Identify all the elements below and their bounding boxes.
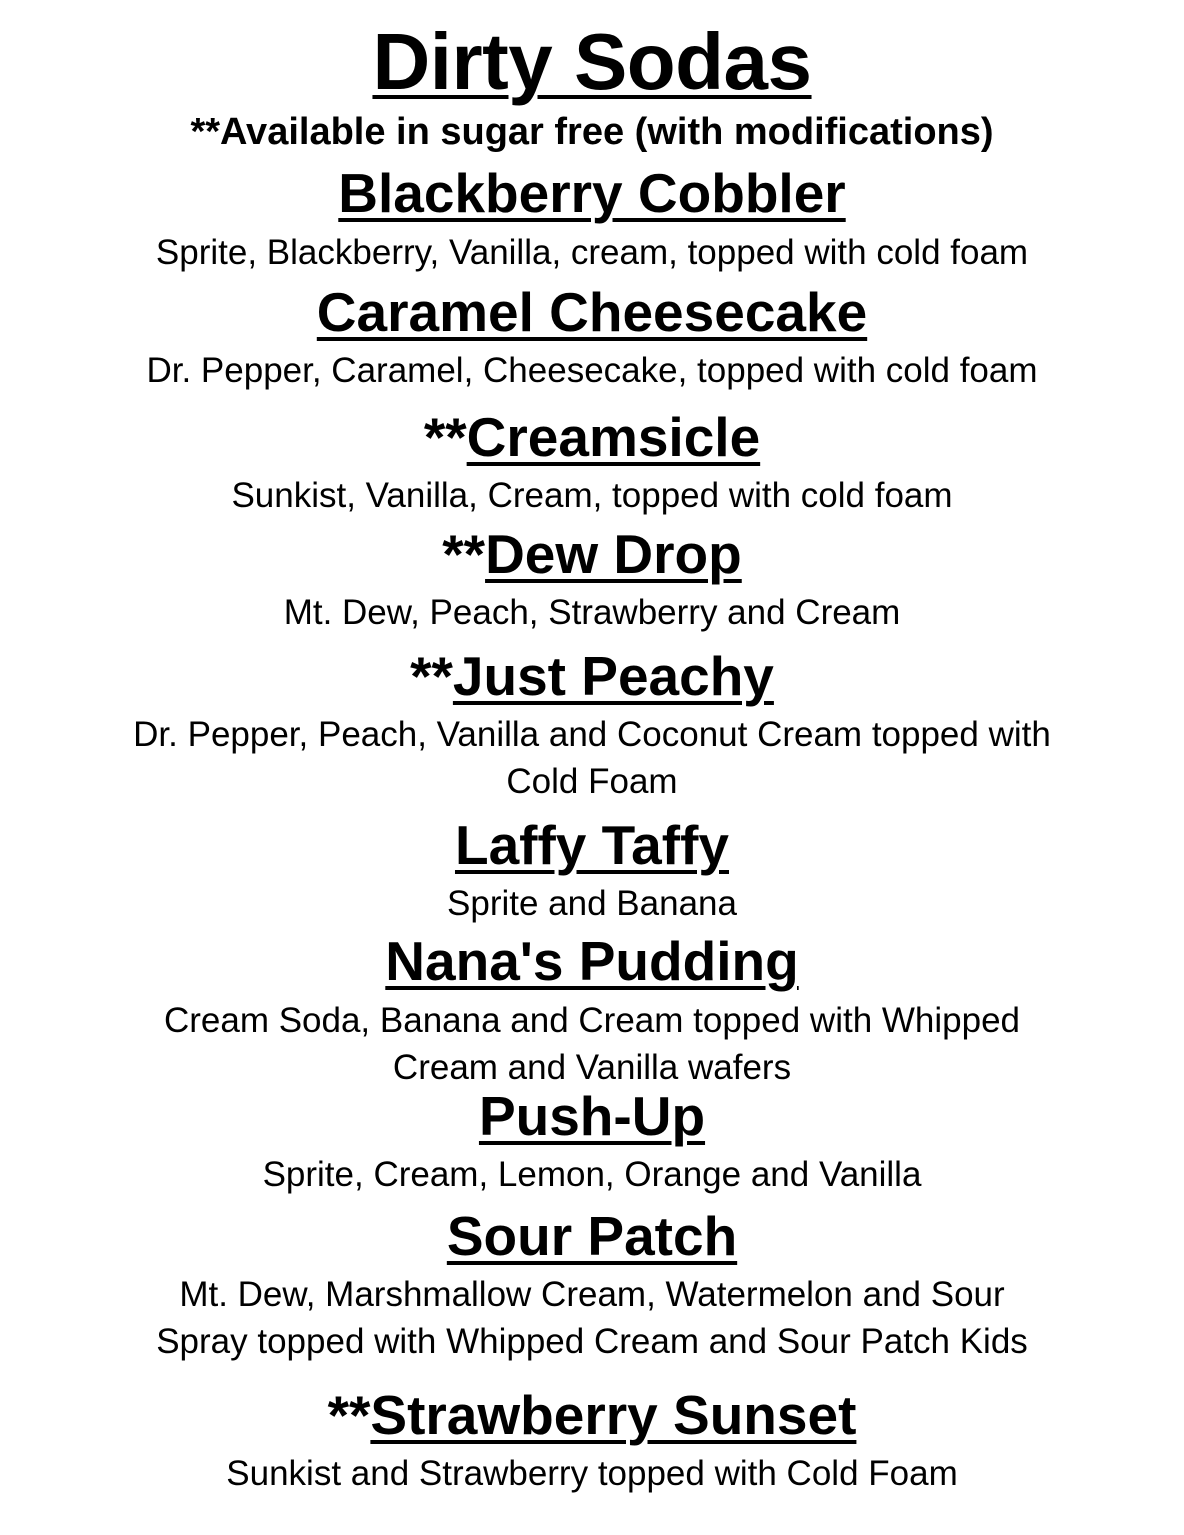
menu-item-description: Spray topped with Whipped Cream and Sour Patch Kids [156, 1322, 1028, 1361]
menu-item-description: Sprite and Banana [447, 884, 737, 923]
menu-item-description: Dr. Pepper, Caramel, Cheesecake, topped with cold foam [146, 351, 1038, 390]
menu-item-description: Sprite, Cream, Lemon, Orange and Vanilla [262, 1155, 922, 1194]
menu-item-name: Caramel Cheesecake [316, 281, 868, 343]
menu-item-description: Sunkist, Vanilla, Cream, topped with cold foam [231, 476, 953, 515]
menu-title: Dirty Sodas [372, 17, 812, 106]
menu-item-name: Sour Patch [446, 1205, 738, 1267]
menu-item-description: Cold Foam [506, 762, 678, 801]
menu-item-name: **Creamsicle [423, 406, 761, 468]
menu-item-description: Cream Soda, Banana and Cream topped with Whipped [163, 1001, 1021, 1040]
menu-item-description: Sprite, Blackberry, Vanilla, cream, topped with cold foam [155, 233, 1029, 272]
menu-item-description: Cream and Vanilla wafers [392, 1048, 792, 1087]
menu-item-name: Push-Up [478, 1085, 706, 1147]
menu-item-description: Dr. Pepper, Peach, Vanilla and Coconut Cream topped with [133, 715, 1051, 754]
menu-item-name: Nana's Pudding [385, 930, 799, 992]
menu-item-name: **Just Peachy [410, 645, 774, 707]
menu-item-name: Blackberry Cobbler [338, 162, 846, 224]
menu-item-name: **Strawberry Sunset [327, 1384, 857, 1446]
menu-item-name: Laffy Taffy [454, 814, 729, 876]
menu-item-name: **Dew Drop [442, 523, 742, 585]
menu-item-description: Mt. Dew, Marshmallow Cream, Watermelon and Sour [179, 1275, 1005, 1314]
menu-item-description: Sunkist and Strawberry topped with Cold Foam [226, 1454, 958, 1493]
menu-item-description: Mt. Dew, Peach, Strawberry and Cream [283, 593, 901, 632]
sugar-free-note: **Available in sugar free (with modifications) [190, 111, 994, 153]
